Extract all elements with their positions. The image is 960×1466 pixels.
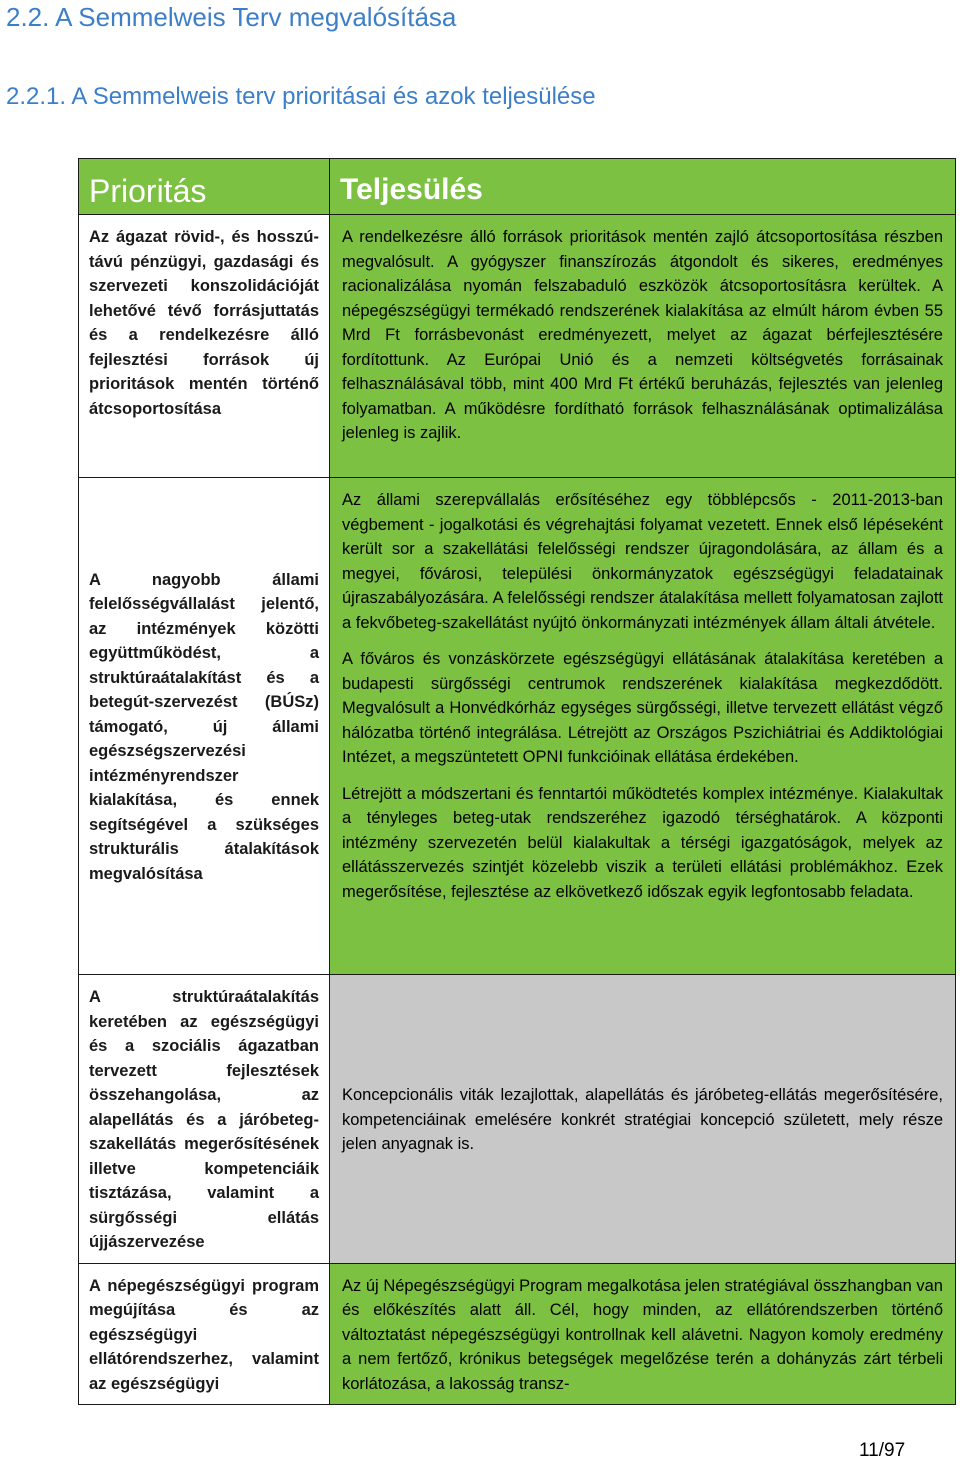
fulfillment-cell [330,975,956,1264]
table-row [79,975,956,1264]
section-heading: 2.2. A Semmelweis Terv megvalósítása [6,2,457,32]
subsection-heading: 2.2.1. A Semmelweis terv prioritásai és azok teljesülése [6,83,596,110]
table-row [79,1263,956,1405]
priority-cell [79,215,330,478]
fulfillment-paragraph: A főváros és vonzáskörzete egészségügyi ellátásának átalakítása keretében a budapesti sürgősségi centrumok rendszerének kialakítása megkezdődött. Megvalósult a Honvédkórház egységes sürgősségi, illetve tervezett ellátást végző hálózatba történő integrálása. Létrejött az Országos Pszichiátriai és Addiktológiai Intézet, a megszüntetett OPNI funkcióinak ellátása érdekében. [342,650,943,766]
priority-cell [79,1263,330,1405]
priority-text: A népegészségügyi program megújítása és az egészségügyi ellátórendszerhez, valamint az egészségügyi [89,1276,319,1393]
table-row [79,478,956,975]
header-priority: Prioritás [79,159,330,215]
fulfillment-paragraph: Létrejött a módszertani és fenntartói működtetés komplex intézménye. Kialakultak a tényleges beteg-utak rendszeréhez igazodó térséghatárok. A központi intézmény szervezetén belül kialakultak a térségi igazgatóságok, melyek az ellátásszervezés szintjét közelebb viszik a területi ellátási problémákhoz. Ezek megerősítése, fejlesztése az elkövetkező időszak egyik legfontosabb feladata. [342,784,943,901]
fulfillment-cell [330,215,956,478]
header-fulfillment: Teljesülés [330,159,956,215]
fulfillment-paragraph: A rendelkezésre álló források prioritások mentén zajló átcsoportosítása részben megvalósult. A gyógyszer finanszírozás átgondolt és sikeres, eredményes racionalizálása nyomán felszabaduló eszközök átcsoportosításra kerültek. A népegészségügyi termékadó rendszerének kialakítása az elmúlt három évben 55 Mrd Ft forrásbevonást eredményezett, melyet az ágazat bérfejlesztésére fordítottunk. Az Európai Unió és a nemzeti költségvetés forrásainak felhasználásával több, mint 400 Mrd Ft értékű beruházás, fejlesztés van jelenleg folyamatban. A működésre fordítható források felhasználásának optimalizálása jelenleg is zajlik. [342,228,943,442]
priority-text: A struktúraátalakítás keretében az egészségügyi és a szociális ágazatban tervezett fejlesztések összehangolása, az alapellátás és a járóbeteg-szakellátás megerősítésének illetve kompetenciáik tisztázása, valamint a sürgősségi ellátás újjászervezése [89,988,319,1251]
fulfillment-paragraph: Koncepcionális viták lezajlottak, alapellátás és járóbeteg-ellátás megerősítésére, kompetenciáinak emelésére konkrét stratégiai koncepció született, mely része jelen anyagnak is. [342,1086,943,1153]
priority-text: A nagyobb állami felelősségvállalást jelentő, az intézmények közötti együttműködést, a struktúraátalakítást és a betegút-szervezést (BÚSz) támogató, új állami egészségszervezési intézményrendszer kialakítása, és ennek segítségével a szükséges strukturális átalakítások megvalósítása [89,570,319,883]
fulfillment-cell [330,478,956,975]
fulfillment-cell [330,1263,956,1405]
table-row [79,215,956,478]
priority-text: Az ágazat rövid-, és hosszú-távú pénzügyi, gazdasági és szervezeti konszolidációját lehetővé tévő forrásjuttatás és a rendelkezésre álló fejlesztési források új prioritások mentén történő átcsoportosítása [89,228,319,418]
priorities-table [78,158,956,1405]
priority-cell [79,975,330,1264]
table-header-row [79,159,956,215]
fulfillment-paragraph: Az állami szerepvállalás erősítéséhez egy többlépcsős - 2011-2013-ban végbement - jogalkotási és végrehajtási folyamat vezetett. Ennek első lépéseként került sor a szakellátási felelősségi rendszer újragondolására, az állam és a megyei, fővárosi, települési önkormányzatok egészségügyi feladatainak újraszabályozására. A felelősségi rendszer átalakítása mellett folyamatosan zajlott a fekvőbeteg-szakellátást nyújtó önkormányzati intézmények állam általi átvétele. [342,491,943,632]
page-number: 11/97 [859,1440,906,1461]
priority-cell [79,478,330,975]
fulfillment-paragraph: Az új Népegészségügyi Program megalkotása jelen stratégiával összhangban van és előkészítés alatt áll. Cél, hogy minden, az ellátórendszerben történő változtatást népegészségügyi kontrollnak kell alávetni. Nagyon komoly eredmény a nem fertőző, krónikus betegségek megelőzése terén a dohányzás zárt térbeli korlátozása, a lakosság transz- [342,1276,943,1393]
